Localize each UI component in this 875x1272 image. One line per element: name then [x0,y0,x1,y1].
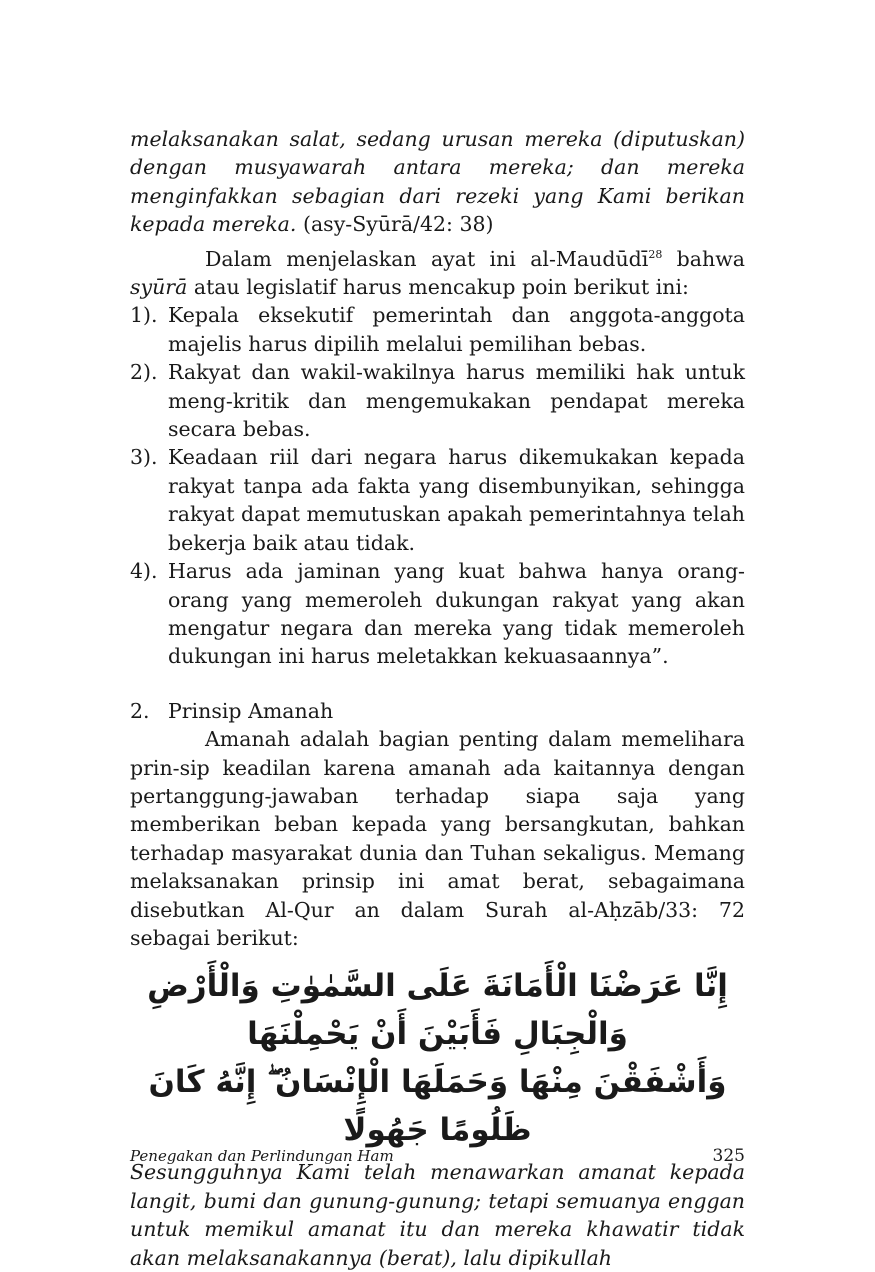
running-title: Penegakan dan Perlindungan Ham [130,1147,394,1165]
page-footer [130,1146,745,1166]
list-item-text: Kepala eksekutif pemerintah dan anggota-anggota majelis harus dipilih melalui pemilihan bebas. [168,303,745,356]
intro-paragraph [130,245,745,302]
list-item-number: 1). [130,303,158,328]
section-paragraph: Amanah adalah bagian penting dalam memelihara prin-sip keadilan karena amanah ada kaitannya dengan pertanggung-jawaban terhadap siapa saja yang memberikan beban kepada yang bersangkutan, bahkan terhadap masyarakat dunia dan Tuhan sekaligus. Memang melaksanakan prinsip ini amat berat, sebagaimana disebutkan Al-Qur an dalam Surah al-Aḥzāb/33: 72 sebagai berikut: [130,727,745,950]
list-item-number: 3). [130,445,158,470]
page-body [130,125,745,1272]
list-item [130,557,745,671]
intro-before: Dalam menjelaskan ayat ini al-Maudūdī [205,246,649,271]
intro-middle: bahwa [662,246,745,271]
quote-reference: (asy-Syūrā/42: 38) [296,212,494,237]
arabic-verse-line-2: وَأَشْفَقْنَ مِنْهَا وَحَمَلَهَا الْإِنْسَانُ ۖ إِنَّهُ كَانَ ظَلُومًا جَهُولًا [148,1064,727,1149]
page-number: 325 [712,1146,745,1166]
quran-translation-quote [130,125,745,239]
list-item-number: 2). [130,360,158,385]
section-number: 2. [130,698,150,723]
points-list [130,301,745,670]
footnote-marker[interactable]: 28 [648,247,663,261]
list-item [130,301,745,358]
intro-term: syūrā [130,275,188,300]
intro-after: atau legislatif harus mencakup poin berikut ini: [187,275,689,300]
list-item-text: Keadaan riil dari negara harus dikemukakan kepada rakyat tanpa ada fakta yang disembunyikan, sehingga rakyat dapat memutuskan apakah pemerintahnya telah bekerja baik atau tidak. [168,445,745,555]
list-item [130,443,745,557]
list-item-number: 4). [130,559,158,584]
arabic-verse [130,962,745,1154]
list-item [130,358,745,443]
list-item-text: Harus ada jaminan yang kuat bahwa hanya orang-orang yang memeroleh dukungan rakyat yang akan mengatur negara dan mereka yang tidak memeroleh dukungan ini harus meletakkan kekuasaannya”. [168,559,745,669]
quote-text: melaksanakan salat, sedang urusan mereka (diputuskan) dengan musyawarah antara mereka; dan mereka menginfakkan sebagian dari rezeki yang Kami berikan kepada mereka. [130,127,745,237]
section-heading [130,697,745,725]
arabic-verse-line-1: إِنَّا عَرَضْنَا الْأَمَانَةَ عَلَى السَّمٰوٰتِ وَالْأَرْضِ وَالْجِبَالِ فَأَبَيْنَ أَنْ يَحْمِلْنَهَا [147,968,728,1053]
list-item-text: Rakyat dan wakil-wakilnya harus memiliki hak untuk meng-kritik dan mengemukakan pendapat mereka secara bebas. [168,360,745,442]
section-title: Prinsip Amanah [168,698,334,723]
verse-translation: Sesungguhnya Kami telah menawarkan amanat kepada langit, bumi dan gunung-gunung; tetapi semuanya enggan untuk memikul amanat itu dan mereka khawatir tidak akan melaksanakannya (berat), lalu dipikullah [130,1160,745,1270]
